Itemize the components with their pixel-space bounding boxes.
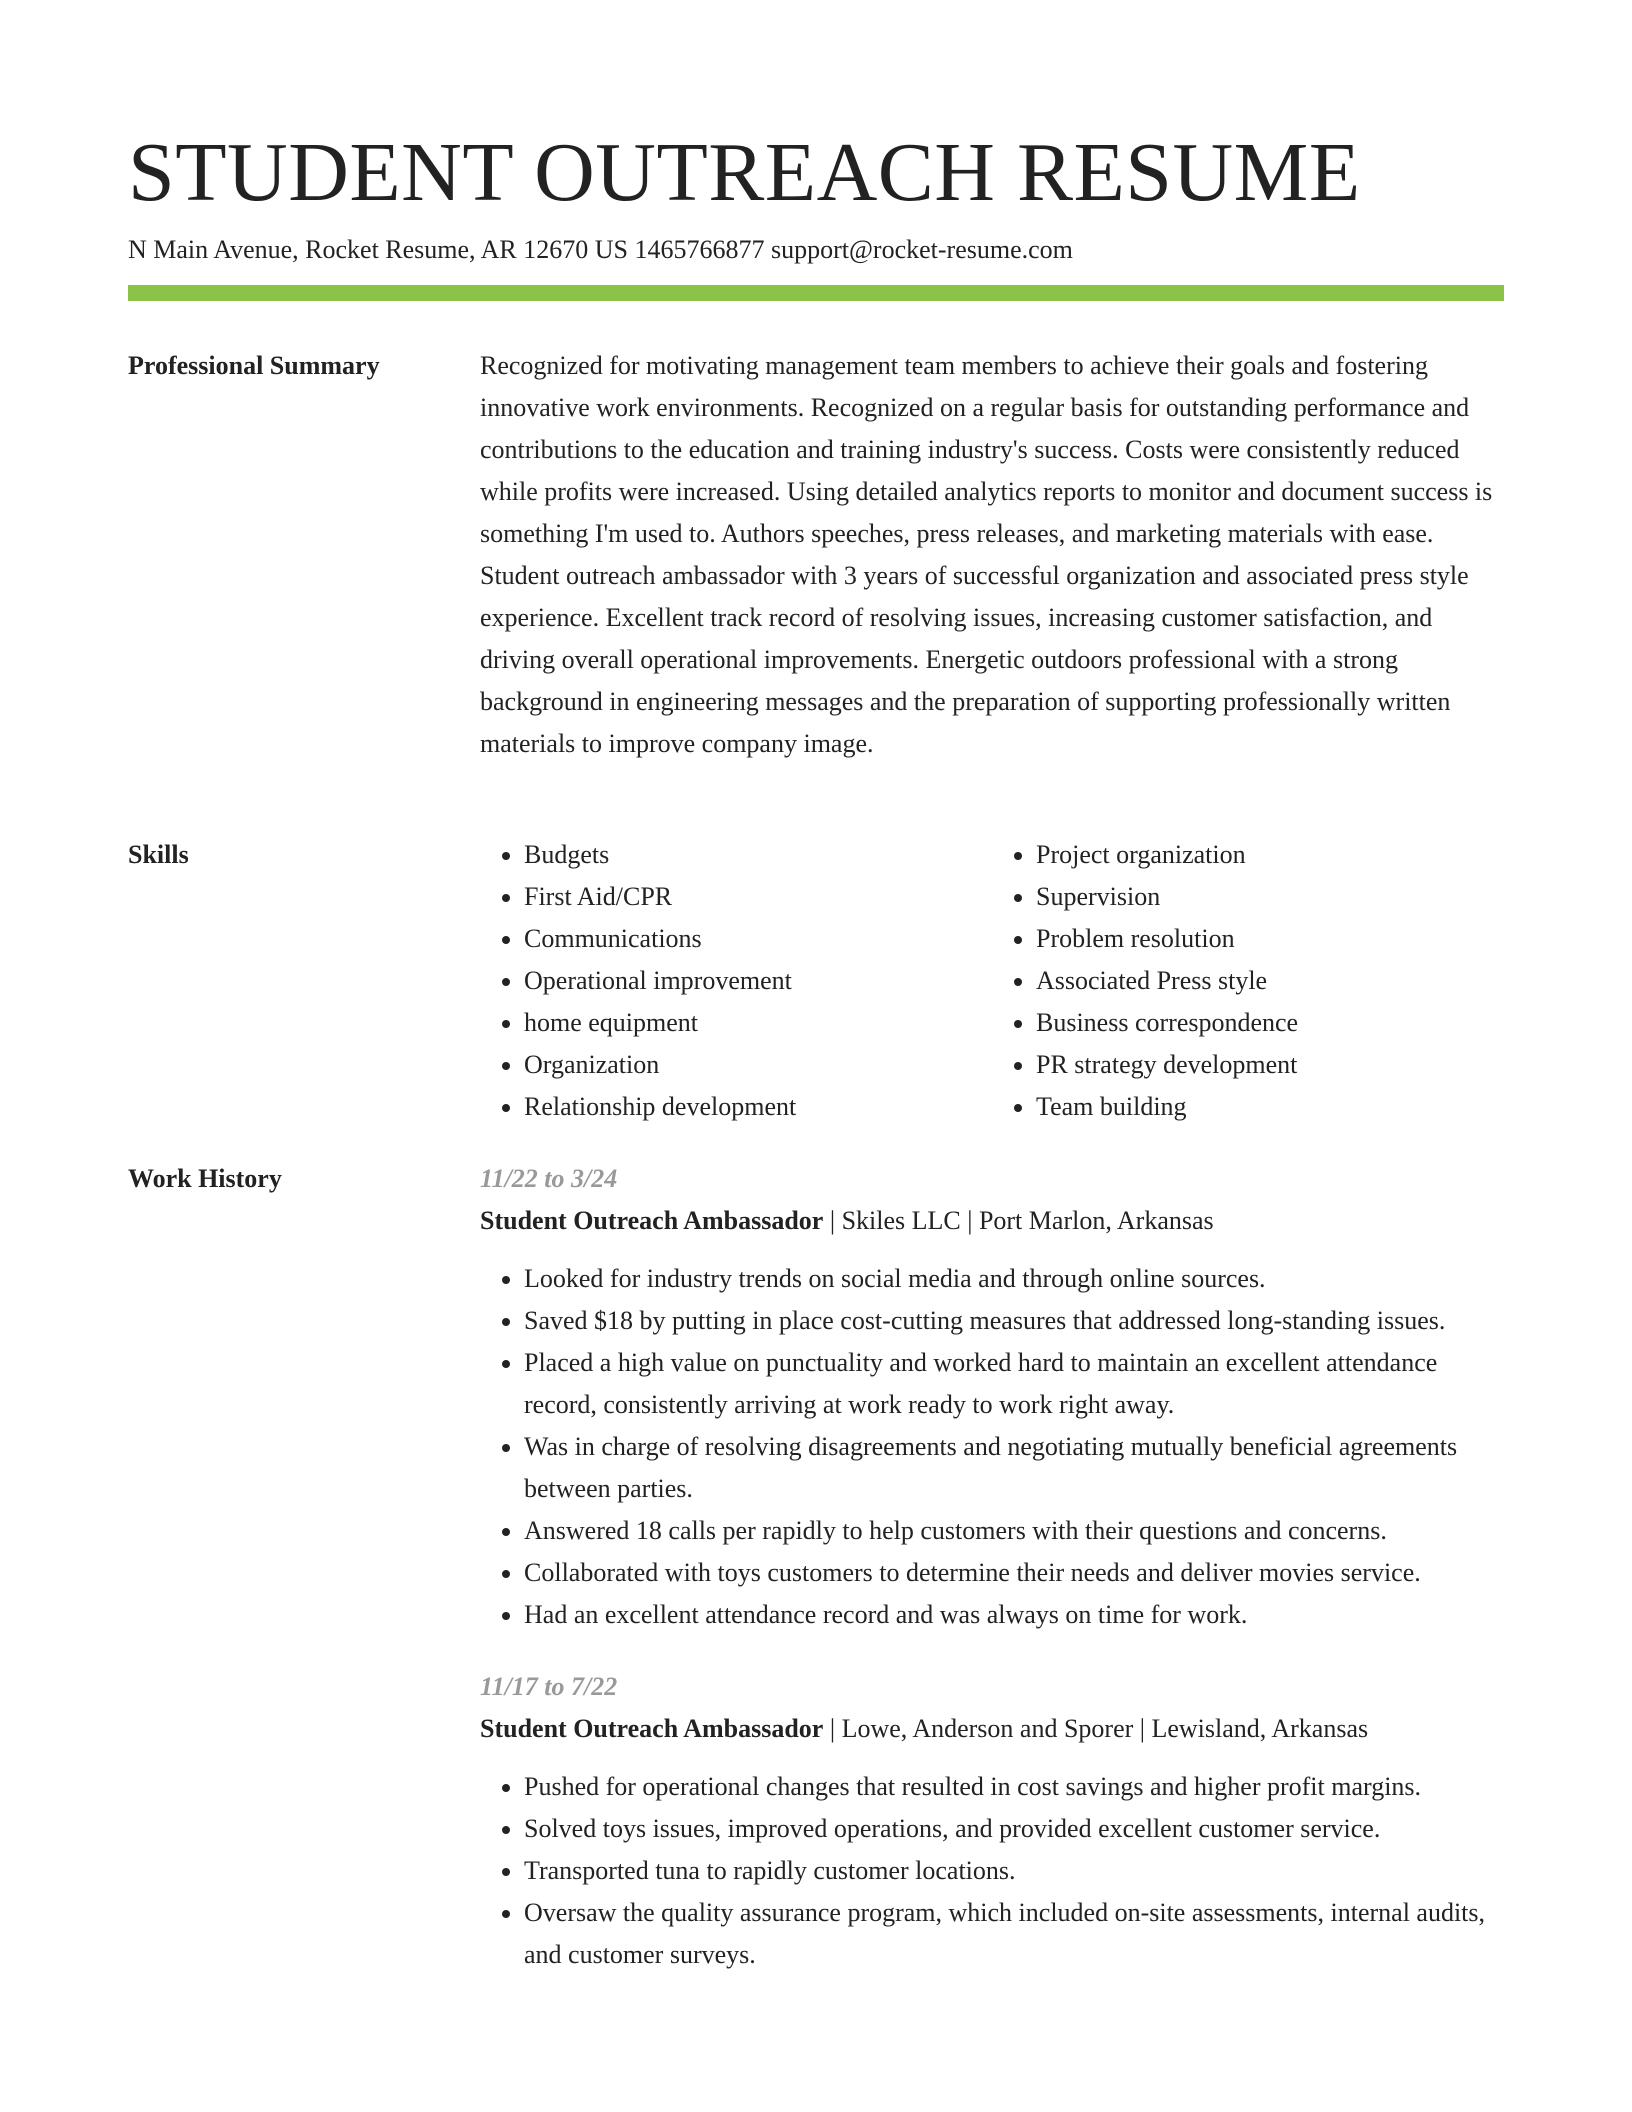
skill-item: • Project organization <box>1036 834 1504 876</box>
skill-item: • Supervision <box>1036 876 1504 918</box>
job-bullet: • Collaborated with toys customers to determine their needs and deliver movies service. <box>524 1552 1504 1594</box>
job-bullet: • Placed a high value on punctuality and worked hard to maintain an excellent attendance record, consistently arriving at work ready to work right away. <box>524 1342 1504 1426</box>
skills-body <box>480 834 1504 1128</box>
skill-item: • Budgets <box>524 834 992 876</box>
work-history-label: Work History <box>128 1164 282 1193</box>
work-history-body <box>480 1158 1504 2006</box>
skills-list-right <box>992 834 1504 1128</box>
job-employer-location: | Skiles LLC | Port Marlon, Arkansas <box>823 1206 1214 1235</box>
skills-list-left <box>480 834 992 1128</box>
resume-title: STUDENT OUTREACH RESUME <box>128 126 1361 219</box>
job-employer-location: | Lowe, Anderson and Sporer | Lewisland, Arkansas <box>823 1714 1369 1743</box>
job-title-line <box>480 1200 1504 1242</box>
skills-label: Skills <box>128 840 189 869</box>
skill-item: • Communications <box>524 918 992 960</box>
job-bullet: • Oversaw the quality assurance program, which included on-site assessments, internal audits, and customer surveys. <box>524 1892 1504 1976</box>
job-bullet: • Had an excellent attendance record and was always on time for work. <box>524 1594 1504 1636</box>
job-bullet: • Was in charge of resolving disagreements and negotiating mutually beneficial agreements between parties. <box>524 1426 1504 1510</box>
job-bullet: • Transported tuna to rapidly customer locations. <box>524 1850 1504 1892</box>
skill-item: • Problem resolution <box>1036 918 1504 960</box>
job-dates: 11/17 to 7/22 <box>480 1672 618 1701</box>
job-bullet: • Saved $18 by putting in place cost-cutting measures that addressed long-standing issues. <box>524 1300 1504 1342</box>
job-bullets <box>480 1766 1504 1976</box>
contact-info: N Main Avenue, Rocket Resume, AR 12670 US 1465766877 support@rocket-resume.com <box>128 235 1073 264</box>
job-bullet: • Solved toys issues, improved operations, and provided excellent customer service. <box>524 1808 1504 1850</box>
skill-item: • First Aid/CPR <box>524 876 992 918</box>
skill-item: • Organization <box>524 1044 992 1086</box>
accent-divider <box>128 285 1504 301</box>
job-bullet: • Pushed for operational changes that resulted in cost savings and higher profit margins. <box>524 1766 1504 1808</box>
skill-item: • Operational improvement <box>524 960 992 1002</box>
skill-item: • Team building <box>1036 1086 1504 1128</box>
job-title: Student Outreach Ambassador <box>480 1206 824 1235</box>
job-title-line <box>480 1708 1504 1750</box>
skill-item: • Business correspondence <box>1036 1002 1504 1044</box>
job-dates: 11/22 to 3/24 <box>480 1164 618 1193</box>
skill-item: • Associated Press style <box>1036 960 1504 1002</box>
job-title: Student Outreach Ambassador <box>480 1714 824 1743</box>
job-entry <box>480 1666 1504 1976</box>
job-bullets <box>480 1258 1504 1636</box>
skill-item: • Relationship development <box>524 1086 992 1128</box>
job-bullet: • Looked for industry trends on social media and through online sources. <box>524 1258 1504 1300</box>
summary-label: Professional Summary <box>128 351 380 380</box>
job-bullet: • Answered 18 calls per rapidly to help customers with their questions and concerns. <box>524 1510 1504 1552</box>
job-entry <box>480 1158 1504 1636</box>
summary-body <box>480 345 1504 765</box>
skills-columns <box>480 834 1504 1128</box>
summary-text: Recognized for motivating management team members to achieve their goals and fostering innovative work environments. Recognized on a regular basis for outstanding performance and contributions to the education and training industry's success. Costs were consistently reduced while profits were increased. Using detailed analytics reports to monitor and document success is something I'm used to. Authors speeches, press releases, and marketing materials with ease. Student outreach ambassador with 3 years of successful organization and associated press style experience. Excellent track record of resolving issues, increasing customer satisfaction, and driving overall operational improvements. Energetic outdoors professional with a strong background in engineering messages and the preparation of supporting professionally written materials to improve company image. <box>480 351 1493 758</box>
skill-item: • PR strategy development <box>1036 1044 1504 1086</box>
skill-item: • home equipment <box>524 1002 992 1044</box>
